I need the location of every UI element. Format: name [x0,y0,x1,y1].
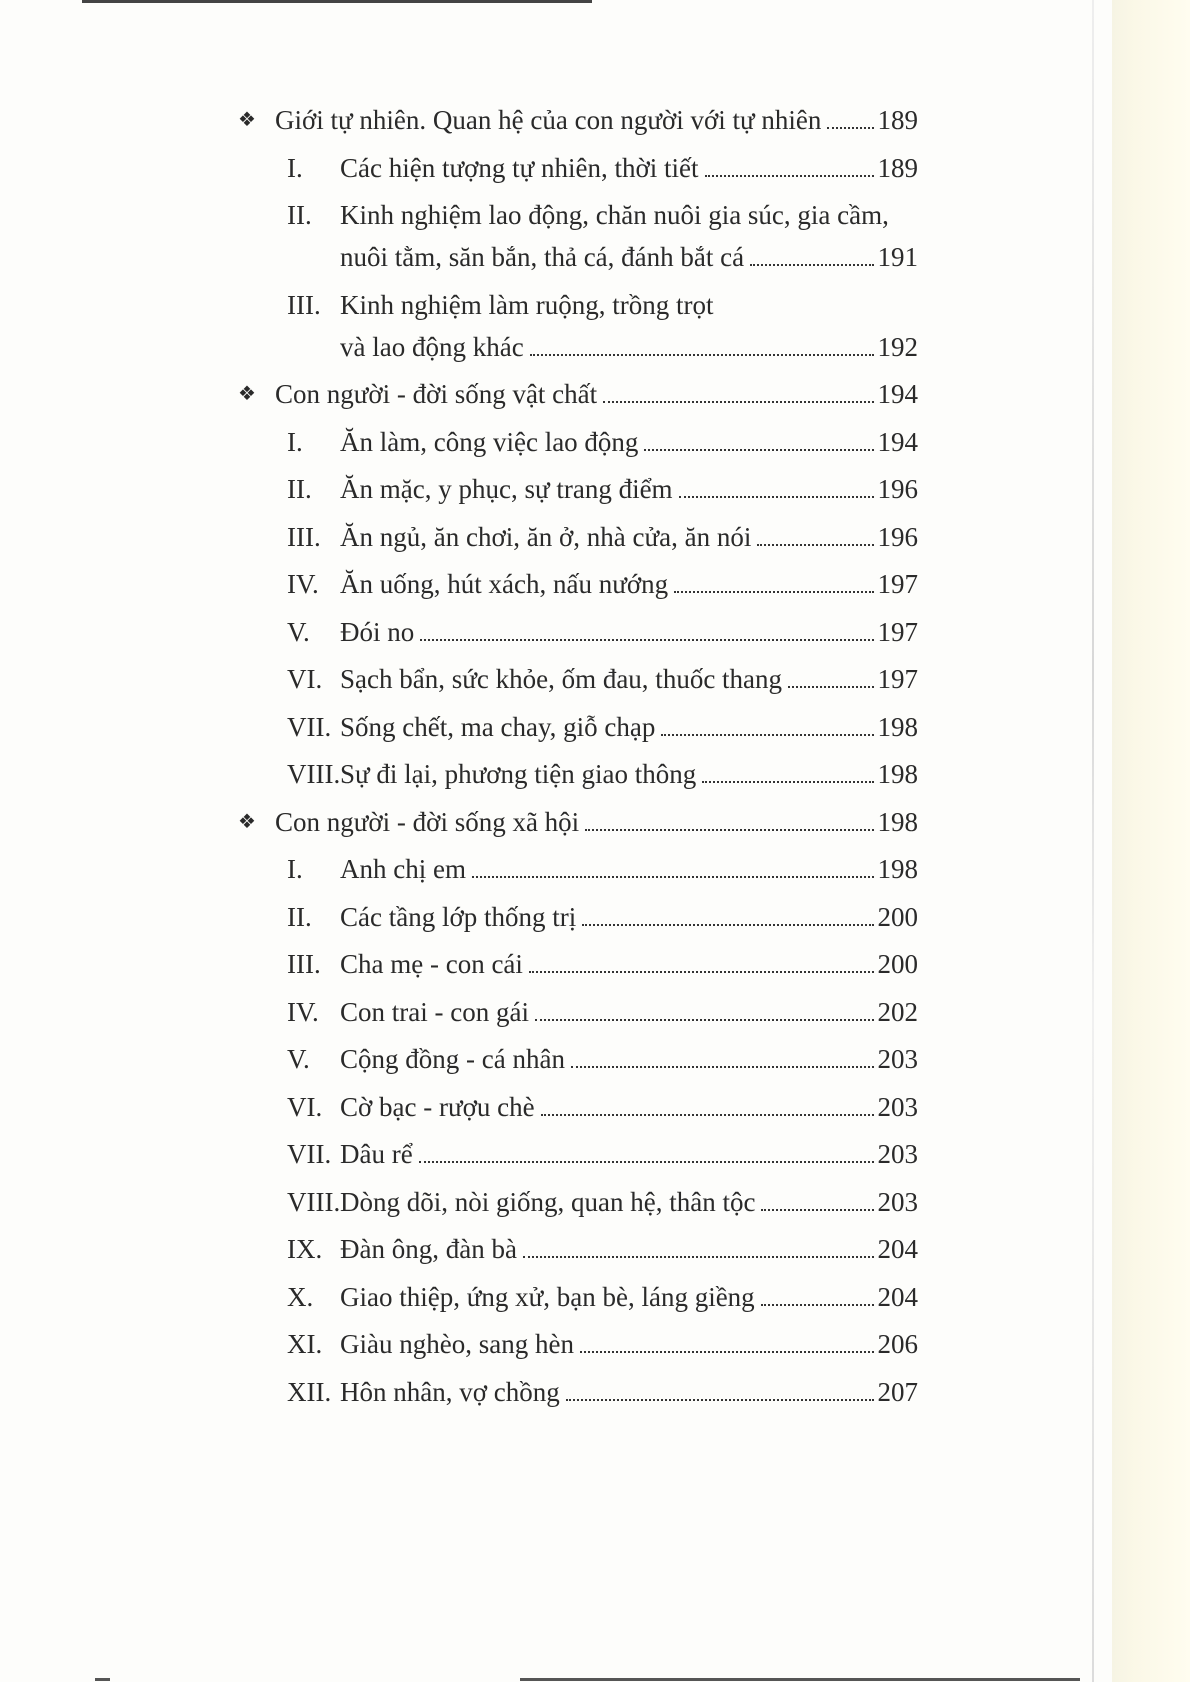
dot-leader [702,781,873,783]
toc-entry[interactable] [340,709,918,745]
entry-numeral: XI. [287,1329,323,1359]
page-number: 203 [877,1139,918,1169]
entry-numeral: II. [287,474,312,504]
page-number: 204 [877,1234,918,1264]
dot-leader [788,686,873,688]
page-number: 197 [877,569,918,599]
toc-entry[interactable] [340,946,918,982]
section-bullet-icon: ❖ [238,383,256,405]
toc-section-entry[interactable] [275,804,918,840]
entry-title: và lao động khác [340,331,524,362]
page-number: 189 [877,105,918,135]
toc-entry[interactable] [340,1136,918,1172]
toc-section-entry[interactable] [275,376,918,412]
toc-entry[interactable] [340,424,918,460]
entry-numeral: V. [287,1044,310,1074]
page-number: 191 [877,242,918,272]
page-number: 198 [877,711,918,742]
entry-numeral: VIII. [287,759,341,789]
toc-entry[interactable] [340,614,918,650]
entry-title: Ăn làm, công việc lao động [340,426,639,457]
section-bullet-icon: ❖ [238,810,256,833]
page-number: 198 [877,759,918,789]
dot-leader [420,639,873,641]
dot-leader [661,734,873,736]
toc-entry [340,197,918,233]
entry-numeral: I. [287,426,303,457]
section-title: Con người - đời sống vật chất [275,379,598,409]
dot-leader [582,924,873,926]
section-title: Giới tự nhiên. Quan hệ của con người với tự nhiên [275,105,822,135]
page-number: 200 [877,949,918,979]
entry-title: Con trai - con gái [340,996,529,1027]
dot-leader [541,1114,874,1116]
page-number: 206 [877,1329,918,1359]
page-number: 203 [877,1044,918,1074]
toc-entry[interactable] [340,756,918,792]
entry-numeral: IV. [287,996,319,1027]
entry-title: Giao thiệp, ứng xử, bạn bè, láng giềng [340,1281,755,1312]
entry-title: nuôi tằm, săn bắn, thả cá, đánh bắt cá [340,242,745,272]
entry-title: Cha mẹ - con cái [340,949,523,979]
dot-leader [761,1304,874,1306]
entry-title: Kinh nghiệm làm ruộng, trồng trọt [340,289,714,320]
toc-entry[interactable] [340,329,918,365]
entry-title: Các hiện tượng tự nhiên, thời tiết [340,152,699,183]
dot-leader [535,1019,874,1021]
page-number: 202 [877,996,918,1027]
toc-entry[interactable] [340,566,918,602]
toc-entry[interactable] [340,1326,918,1362]
entry-numeral: I. [287,854,303,884]
page-number: 194 [877,426,918,457]
toc-entry[interactable] [340,471,918,507]
page-number: 200 [877,901,918,932]
toc-section-entry[interactable] [275,102,918,138]
entry-title: Dâu rể [340,1139,413,1169]
page-number: 192 [877,331,918,362]
entry-title: Các tầng lớp thống trị [340,901,577,932]
dot-leader [679,496,874,498]
entry-numeral: IV. [287,569,319,599]
entry-numeral: VII. [287,1139,332,1169]
entry-numeral: II. [287,901,312,932]
entry-numeral: VII. [287,711,332,742]
entry-title: Ăn ngủ, ăn chơi, ăn ở, nhà cửa, ăn nói [340,521,752,552]
entry-numeral: III. [287,289,321,320]
entry-title: Sạch bẩn, sức khỏe, ốm đau, thuốc thang [340,664,783,694]
entry-title: Cờ bạc - rượu chè [340,1091,535,1122]
page-number: 194 [877,379,918,409]
entry-title: Đói no [340,616,415,647]
dot-leader [757,544,873,546]
entry-title: Kinh nghiệm lao động, chăn nuôi gia súc, gia cầm, [340,200,889,230]
toc-entry[interactable] [340,1041,918,1077]
entry-numeral: II. [287,200,312,230]
entry-numeral: III. [287,949,321,979]
entry-numeral: X. [287,1281,314,1312]
dot-leader [761,1209,873,1211]
entry-title: Đàn ông, đàn bà [340,1234,517,1264]
entry-title: Sự đi lại, phương tiện giao thông [340,759,697,789]
toc-entry[interactable] [340,150,918,186]
page-number: 198 [877,806,918,837]
entry-title: Cộng đồng - cá nhân [340,1044,565,1074]
page-number: 196 [877,474,918,504]
toc-entry[interactable] [340,1184,918,1220]
toc-entry[interactable] [340,519,918,555]
entry-title: Anh chị em [340,854,466,884]
dot-leader [827,127,873,129]
dot-leader [472,876,874,878]
toc-entry[interactable] [340,851,918,887]
page-number: 197 [877,664,918,694]
dot-leader [530,354,874,356]
toc-entry[interactable] [340,1279,918,1315]
toc-entry [340,287,918,323]
toc-entry[interactable] [340,994,918,1030]
toc-entry[interactable] [340,899,918,935]
page-number: 204 [877,1281,918,1312]
page-number: 207 [877,1376,918,1407]
entry-numeral: VI. [287,1091,323,1122]
entry-numeral: XII. [287,1376,332,1407]
dot-leader [674,591,873,593]
entry-numeral: VI. [287,664,323,694]
entry-title: Ăn mặc, y phục, sự trang điểm [340,474,673,504]
toc-entry[interactable] [340,1231,918,1267]
toc-entry[interactable] [340,1089,918,1125]
toc-entry[interactable] [340,661,918,697]
page-number: 198 [877,854,918,884]
entry-numeral: IX. [287,1234,323,1264]
entry-title: Hôn nhân, vợ chồng [340,1376,560,1407]
toc-entry[interactable] [340,1374,918,1410]
dot-leader [529,971,874,973]
dot-leader [705,175,874,177]
dot-leader [644,449,873,451]
page-number: 203 [877,1091,918,1122]
dot-leader [603,401,873,403]
entry-numeral: V. [287,616,310,647]
page-number: 189 [877,152,918,183]
entry-title: Dòng dõi, nòi giống, quan hệ, thân tộc [340,1186,756,1217]
dot-leader [566,1399,874,1401]
dot-leader [585,829,873,831]
entry-numeral: I. [287,152,303,183]
section-bullet-icon: ❖ [238,109,256,131]
page-number: 197 [877,616,918,647]
dot-leader [523,1256,874,1258]
page-number: 196 [877,521,918,552]
entry-title: Ăn uống, hút xách, nấu nướng [340,569,669,599]
entry-title: Sống chết, ma chay, giỗ chạp [340,711,656,742]
page-number: 203 [877,1186,918,1217]
entry-numeral: VIII. [287,1186,341,1217]
dot-leader [419,1161,874,1163]
section-title: Con người - đời sống xã hội [275,806,580,837]
dot-leader [571,1066,874,1068]
dot-leader [580,1351,874,1353]
toc-entry[interactable] [340,239,918,275]
entry-numeral: III. [287,521,321,552]
entry-title: Giàu nghèo, sang hèn [340,1329,574,1359]
dot-leader [750,264,873,266]
